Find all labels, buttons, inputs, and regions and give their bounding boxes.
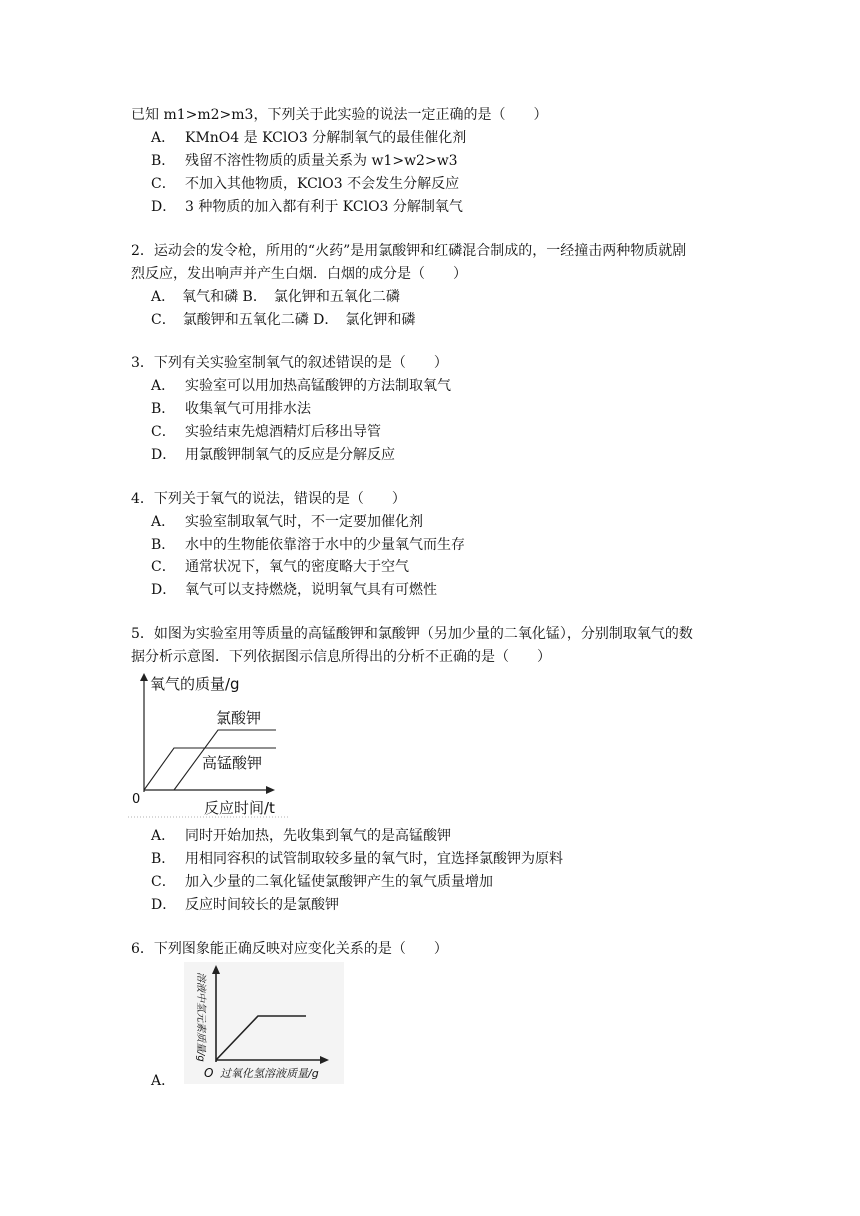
y-axis-arrow [140,673,148,681]
q4-stem: 4．下列关于氧气的说法，错误的是（ ） [131,491,406,507]
option-label: D． [151,897,177,913]
q1-option-c [151,174,459,194]
option-label: B． [151,537,176,553]
q3-stem: 3．下列有关实验室制氧气的叙述错误的是（ ） [131,355,448,371]
q3-option-a [151,376,451,396]
q5-option-b [151,849,563,869]
q5-oxygen-graph [128,672,290,818]
option-text: 用氯酸钾制氧气的反应是分解反应 [185,447,395,463]
q5-option-d [151,895,339,915]
q2-options-row1: A． 氧气和磷 B． 氯化钾和五氧化二磷 [151,289,400,305]
x-axis-label: 过氧化氢溶液质量/g [220,1067,319,1080]
q1-option-a [151,128,466,148]
q2-stem-line2: 烈反应，发出响声并产生白烟．白烟的成分是（ ） [131,266,467,282]
option-text: 收集氧气可用排水法 [185,401,311,417]
q3-option-b [151,399,311,419]
option-label: A． [151,130,176,146]
q3-option-c [151,422,381,442]
q5-stem-line2: 据分析示意图．下列依据图示信息所得出的分析不正确的是（ ） [131,649,551,665]
option-label: A． [151,828,176,844]
q5-option-a [151,826,451,846]
option-label: A． [151,378,176,394]
option-text: 水中的生物能依靠溶于水中的少量氧气而生存 [185,537,465,553]
y-axis-label: 溶液中氢元素质量/g [195,972,206,1062]
x-axis-label: 反应时间/t [204,799,275,817]
option-label: C． [151,874,176,890]
option-label: B． [151,401,176,417]
option-text: 实验室制取氧气时，不一定要加催化剂 [185,514,423,530]
q2-options-row2: C． 氯酸钾和五氧化二磷 D． 氯化钾和磷 [151,312,416,328]
q4-option-c [151,557,409,577]
series-label-potassium-permanganate: 高锰酸钾 [202,754,263,772]
origin-label: 0 [132,792,141,807]
option-label: B． [151,851,176,867]
option-text: 3 种物质的加入都有利于 KClO3 分解制氧气 [185,199,463,215]
q4-option-d [151,580,437,600]
q1-option-b [151,151,458,171]
q6-stem: 6．下列图象能正确反映对应变化关系的是（ ） [131,941,448,957]
option-text: KMnO4 是 KClO3 分解制氧气的最佳催化剂 [185,130,467,146]
q6-option-a-label: A． [151,1073,176,1089]
q5-stem-line1: 5．如图为实验室用等质量的高锰酸钾和氯酸钾（另加少量的二氧化锰），分别制取氧气的数 [131,626,693,642]
option-label: C． [151,424,176,440]
option-text: 加入少量的二氧化锰使氯酸钾产生的氧气质量增加 [185,874,493,890]
option-label: C． [151,559,176,575]
option-text: 反应时间较长的是氯酸钾 [185,897,339,913]
series-label-potassium-chlorate: 氯酸钾 [216,709,262,727]
option-text: 用相同容积的试管制取较多量的氧气时，宜选择氯酸钾为原料 [185,851,563,867]
q4-option-b [151,535,465,555]
q6-option-a-graph [184,962,344,1084]
option-text: 实验结束先熄酒精灯后移出导管 [185,424,381,440]
option-text: 氧气可以支持燃烧，说明氧气具有可燃性 [185,582,437,598]
q2-stem-line1: 2．运动会的发令枪，所用的“火药”是用氯酸钾和红磷混合制成的，一经撞击两种物质就剧 [131,243,687,259]
origin-label: O [204,1066,214,1080]
q4-option-a [151,512,423,532]
option-text: 同时开始加热，先收集到氧气的是高锰酸钾 [185,828,451,844]
y-axis-label: 氧气的质量/g [150,675,240,693]
option-label: D． [151,582,177,598]
x-axis-arrow [266,786,275,794]
option-text: 残留不溶性物质的质量关系为 w1>w2>w3 [185,153,458,169]
option-label: C． [151,176,176,192]
q5-option-c [151,872,493,892]
option-label: D． [151,447,177,463]
option-label: A． [151,514,176,530]
option-text: 通常状况下，氧气的密度略大于空气 [185,559,409,575]
q1-stem: 已知 m1>m2>m3，下列关于此实验的说法一定正确的是（ ） [131,107,548,123]
option-label: D． [151,199,177,215]
option-label: B． [151,153,176,169]
q1-option-d [151,197,463,217]
q3-option-d [151,445,395,465]
option-text: 实验室可以用加热高锰酸钾的方法制取氧气 [185,378,451,394]
option-text: 不加入其他物质，KClO3 不会发生分解反应 [185,176,460,192]
